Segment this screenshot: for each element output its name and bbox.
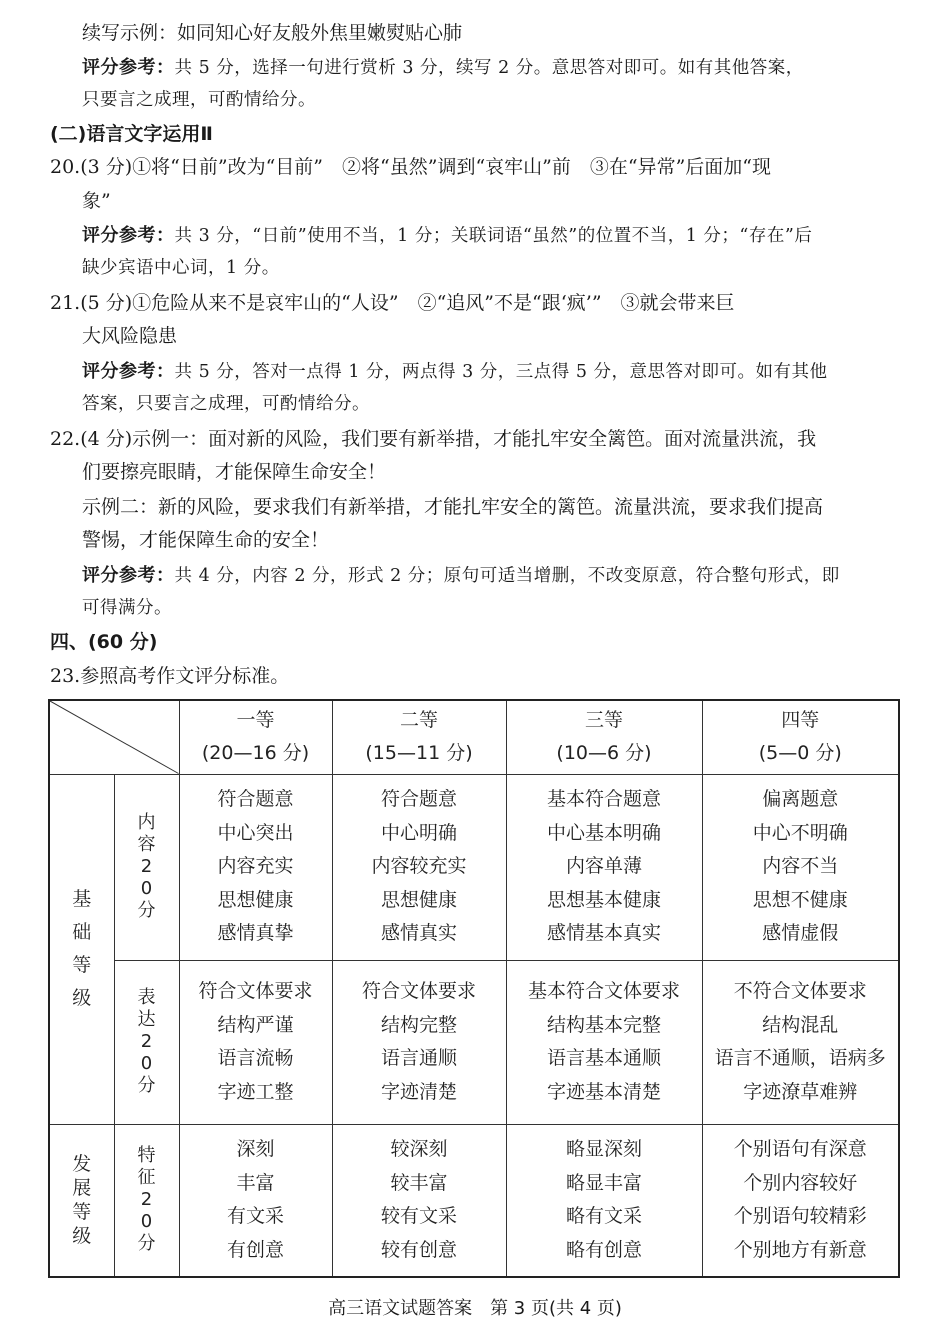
score-label: 评分参考： — [82, 225, 175, 246]
diagonal-line — [50, 701, 179, 774]
section-2-title: (二)语言文字运用Ⅱ — [50, 123, 213, 145]
question-21: 21.(5 分)①危险从来不是哀牢山的“人设” ②“追风”不是“跟‘疯’” ③就会带来巨 — [50, 292, 735, 314]
score-label: 评分参考： — [82, 565, 175, 586]
question-20: 20.(3 分)①将“日前”改为“目前” ②将“虽然”调到“哀牢山”前 ③在“异常”后面加“现 — [50, 156, 772, 178]
grade-header-2: 二等 (15—11 分) — [332, 700, 506, 774]
feature-grade-1: 深刻 丰富 有文采 有创意 — [179, 1124, 332, 1277]
feature-20-label: 特 征 2 0 分 — [114, 1124, 179, 1277]
feature-grade-2: 较深刻 较丰富 较有文采 较有创意 — [332, 1124, 506, 1277]
grade-header-1: 一等 (20—16 分) — [179, 700, 332, 774]
question-23: 23.参照高考作文评分标准。 — [50, 665, 290, 687]
expression-grade-2: 符合文体要求 结构完整 语言通顺 字迹清楚 — [332, 960, 506, 1124]
expression-grade-4: 不符合文体要求 结构混乱 语言不通顺，语病多 字迹潦草难辨 — [702, 960, 899, 1124]
essay-grading-table — [48, 699, 900, 1278]
table-row-expression — [49, 960, 899, 1124]
question-20-cont: 象” — [82, 190, 111, 212]
feature-grade-3: 略显深刻 略显丰富 略有文采 略有创意 — [506, 1124, 702, 1277]
content-grade-3: 基本符合题意 中心基本明确 内容单薄 思想基本健康 感情基本真实 — [506, 774, 702, 960]
development-level-label: 发 展 等 级 — [49, 1124, 114, 1277]
section-4-title: 四、(60 分) — [50, 631, 158, 653]
question-22-example-2-cont: 警惕，才能保障生命的安全！ — [82, 529, 330, 551]
score-note-22: 评分参考：共 4 分，内容 2 分，形式 2 分；原句可适当增删，不改变原意，符合整句形式，即 — [82, 565, 840, 586]
grade-header-4: 四等 (5—0 分) — [702, 700, 899, 774]
content-20-label: 内 容 2 0 分 — [114, 774, 179, 960]
score-note-19: 评分参考：共 5 分，选择一句进行赏析 3 分，续写 2 分。意思答对即可。如有其他答案， — [82, 57, 804, 78]
continuation-example: 续写示例：如同知心好友般外焦里嫩熨贴心肺 — [82, 22, 463, 44]
question-22-cont: 们要擦亮眼睛，才能保障生命安全！ — [82, 461, 387, 483]
score-note-20: 评分参考：共 3 分，“日前”使用不当，1 分；关联词语“虽然”的位置不当，1 分；“存在”后 — [82, 225, 813, 246]
score-note-20-cont: 缺少宾语中心词，1 分。 — [82, 258, 280, 278]
table-row-content — [49, 774, 899, 960]
feature-grade-4: 个别语句有深意 个别内容较好 个别语句较精彩 个别地方有新意 — [702, 1124, 899, 1277]
basic-level-label: 基 础 等 级 — [49, 774, 114, 1124]
score-note-22-cont: 可得满分。 — [82, 598, 172, 618]
score-note-19-cont: 只要言之成理，可酌情给分。 — [82, 90, 316, 110]
diagonal-corner-cell — [49, 700, 179, 774]
page-footer: 高三语文试题答案 第 3 页(共 4 页) — [328, 1298, 622, 1319]
content-grade-1: 符合题意 中心突出 内容充实 思想健康 感情真挚 — [179, 774, 332, 960]
score-note-21-cont: 答案，只要言之成理，可酌情给分。 — [82, 394, 370, 414]
grade-header-3: 三等 (10—6 分) — [506, 700, 702, 774]
expression-grade-1: 符合文体要求 结构严谨 语言流畅 字迹工整 — [179, 960, 332, 1124]
question-21-cont: 大风险隐患 — [82, 325, 178, 347]
question-22: 22.(4 分)示例一：面对新的风险，我们要有新举措，才能扎牢安全篱笆。面对流量洪流，我 — [50, 428, 817, 450]
score-note-21: 评分参考：共 5 分，答对一点得 1 分，两点得 3 分，三点得 5 分，意思答对即可。如有其他 — [82, 361, 828, 382]
content-grade-4: 偏离题意 中心不明确 内容不当 思想不健康 感情虚假 — [702, 774, 899, 960]
table-row-features — [49, 1124, 899, 1277]
expression-20-label: 表 达 2 0 分 — [114, 960, 179, 1124]
content-grade-2: 符合题意 中心明确 内容较充实 思想健康 感情真实 — [332, 774, 506, 960]
table-header-row — [49, 700, 899, 774]
question-22-example-2: 示例二：新的风险，要求我们有新举措，才能扎牢安全的篱笆。流量洪流，要求我们提高 — [82, 496, 824, 518]
expression-grade-3: 基本符合文体要求 结构基本完整 语言基本通顺 字迹基本清楚 — [506, 960, 702, 1124]
score-label: 评分参考： — [82, 361, 175, 382]
score-label: 评分参考： — [82, 57, 175, 78]
